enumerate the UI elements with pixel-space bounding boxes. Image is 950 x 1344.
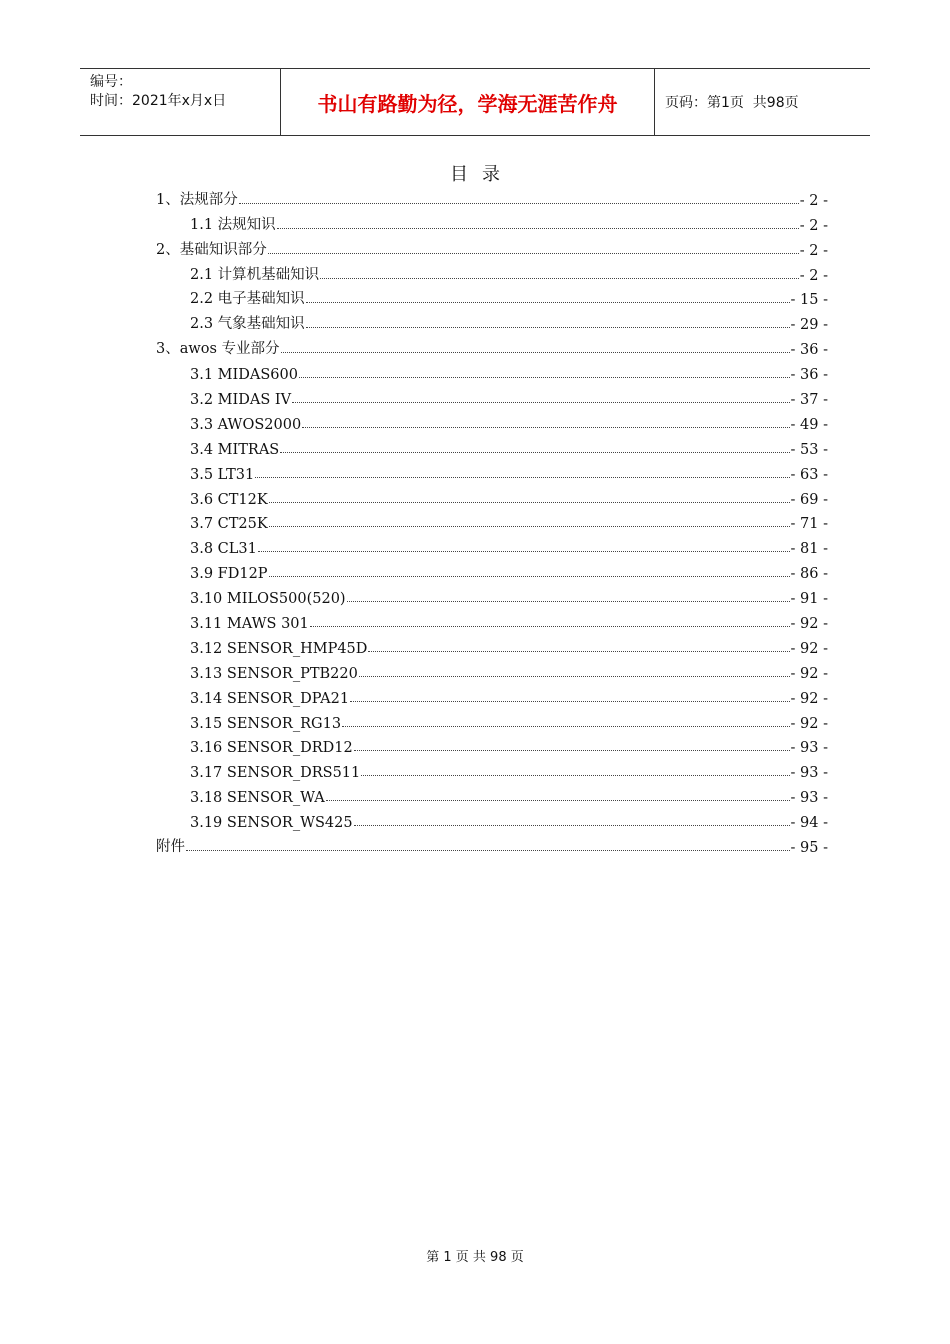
toc-entry-page: - 69 - [790,491,828,508]
toc-entry-page: - 15 - [790,292,828,309]
toc-title: 目录 [450,164,514,185]
toc-entry[interactable] [156,756,828,781]
toc-entry-label: 3.1 MIDAS600 [190,367,298,384]
toc-entry-page: - 86 - [790,566,828,583]
toc-entry[interactable] [156,458,828,483]
toc-entry-page: - 92 - [790,616,828,633]
toc-leader-dots [310,625,790,627]
toc-entry-page: - 94 - [790,815,828,832]
toc-entry-label: 3.6 CT12K [190,491,268,508]
toc-leader-dots [354,824,790,826]
toc-leader-dots [268,252,799,254]
toc-entry-label: 3.11 MAWS 301 [190,616,309,633]
toc-entry[interactable] [156,408,828,433]
toc-entry-label: 3.9 FD12P [190,566,268,583]
header-page-cell [655,69,870,135]
toc-entry-label: 3.18 SENSOR_WA [190,790,325,807]
toc-entry-label: 1.1 法规知识 [190,216,276,233]
toc-entry-page: - 92 - [790,665,828,682]
toc-entry-page: - 36 - [790,367,828,384]
toc-entry[interactable] [156,682,828,707]
toc-entry-label: 3.13 SENSOR_PTB220 [190,665,358,682]
toc-entry[interactable] [156,358,828,383]
toc-entry[interactable] [156,732,828,757]
toc-entry[interactable] [156,707,828,732]
toc-entry-label: 3.4 MITRAS [190,441,280,458]
toc-entry[interactable] [156,632,828,657]
toc-leader-dots [320,277,799,279]
table-of-contents [156,184,828,856]
toc-entry-page: - 92 - [790,640,828,657]
toc-entry[interactable] [156,483,828,508]
toc-entry-page: - 92 - [790,715,828,732]
toc-entry[interactable] [156,508,828,533]
toc-leader-dots [239,202,799,204]
toc-leader-dots [350,700,789,702]
toc-leader-dots [186,849,790,851]
toc-entry-label: 2.3 气象基础知识 [190,316,305,333]
toc-entry-page: - 71 - [790,516,828,533]
toc-entry-label: 2.1 计算机基础知识 [190,266,320,283]
footer-page-number: 第 1 页 共 98 页 [426,1250,524,1265]
toc-leader-dots [368,650,789,652]
toc-entry[interactable] [156,806,828,831]
toc-entry-page: - 37 - [790,392,828,409]
header-time-label: 时间：2021年x月x日 [90,93,227,109]
toc-leader-dots [361,774,789,776]
toc-leader-dots [277,227,799,229]
toc-leader-dots [342,725,789,727]
toc-leader-dots [292,401,789,403]
toc-leader-dots [302,426,789,428]
toc-entry-label: 1、法规部分 [156,191,238,208]
toc-leader-dots [258,550,790,552]
toc-leader-dots [306,301,790,303]
toc-entry[interactable] [156,308,828,333]
toc-entry[interactable] [156,383,828,408]
toc-entry[interactable] [156,607,828,632]
toc-entry[interactable] [156,284,828,309]
toc-entry-label: 3、awos 专业部分 [156,341,280,358]
toc-leader-dots [280,451,789,453]
toc-entry-label: 3.5 LT31 [190,466,255,483]
toc-entry-page: - 95 - [790,840,828,857]
header-meta [80,69,281,135]
toc-entry-page: - 92 - [790,690,828,707]
toc-leader-dots [269,575,790,577]
toc-entry[interactable] [156,532,828,557]
toc-entry[interactable] [156,234,828,259]
toc-leader-dots [326,799,790,801]
toc-leader-dots [299,376,790,378]
toc-entry-label: 3.14 SENSOR_DPA21 [190,690,350,707]
toc-entry-page: - 2 - [799,267,828,284]
toc-entry-page: - 93 - [790,790,828,807]
toc-entry-page: - 81 - [790,541,828,558]
toc-entry-page: - 63 - [790,466,828,483]
toc-entry[interactable] [156,557,828,582]
toc-entry-page: - 91 - [790,591,828,608]
toc-entry-label: 3.12 SENSOR_HMP45D [190,640,368,657]
toc-entry-label: 3.7 CT25K [190,516,268,533]
toc-leader-dots [347,600,790,602]
toc-entry-label: 3.15 SENSOR_RG13 [190,715,342,732]
toc-entry[interactable] [156,433,828,458]
toc-entry[interactable] [156,209,828,234]
toc-entry-page: - 93 - [790,740,828,757]
toc-entry-label: 3.2 MIDAS IV [190,392,292,409]
toc-leader-dots [354,749,790,751]
header-motto-cell [281,69,655,135]
toc-entry-label: 2、基础知识部分 [156,241,267,258]
toc-entry-page: - 36 - [790,342,828,359]
toc-entry-page: - 2 - [799,192,828,209]
toc-entry-label: 2.2 电子基础知识 [190,291,305,308]
header-motto: 书山有路勤为径，学海无涯苦作舟 [317,91,618,116]
toc-entry-page: - 2 - [799,242,828,259]
toc-entry[interactable] [156,781,828,806]
toc-entry-label: 附件 [156,839,185,856]
toc-entry-label: 3.10 MILOS500(520) [190,591,346,608]
toc-leader-dots [269,501,790,503]
toc-entry[interactable] [156,657,828,682]
toc-entry[interactable] [156,259,828,284]
toc-entry-label: 3.17 SENSOR_DRS511 [190,765,361,782]
toc-leader-dots [281,351,790,353]
toc-entry[interactable] [156,333,828,358]
toc-entry[interactable] [156,831,828,856]
toc-entry-page: - 53 - [790,441,828,458]
toc-entry-page: - 2 - [799,217,828,234]
page-footer [0,1246,950,1265]
toc-entry[interactable] [156,184,828,209]
toc-leader-dots [269,525,790,527]
toc-leader-dots [359,675,790,677]
header-number-label: 编号： [90,74,132,90]
toc-entry-page: - 49 - [790,416,828,433]
toc-entry-page: - 93 - [790,765,828,782]
page-header [80,68,870,136]
toc-entry-label: 3.16 SENSOR_DRD12 [190,740,353,757]
toc-leader-dots [255,476,789,478]
toc-entry-label: 3.3 AWOS2000 [190,416,302,433]
toc-entry-label: 3.8 CL31 [190,541,257,558]
toc-leader-dots [306,326,790,328]
toc-entry-page: - 29 - [790,317,828,334]
toc-entry[interactable] [156,582,828,607]
header-page-info: 页码：第1页 共98页 [665,95,799,111]
toc-entry-label: 3.19 SENSOR_WS425 [190,815,353,832]
